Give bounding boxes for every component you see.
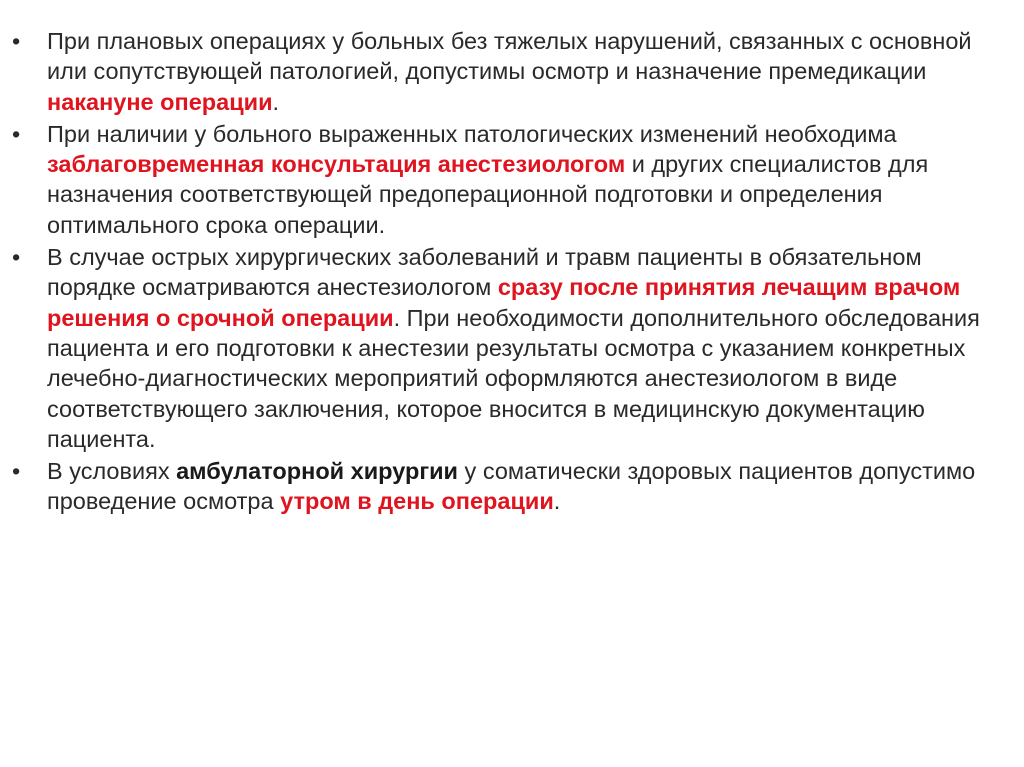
highlight-text: заблаговременная консультация анестезиологом xyxy=(47,151,626,178)
bullet-text-segment: В случае острых хирургических заболеваний и травм пациенты в обязательном порядке осматриваются анестезиологом xyxy=(47,244,922,301)
highlight-text: накануне операции xyxy=(47,88,273,115)
bullet-text-segment: При наличии у больного выраженных патологических изменений необходима xyxy=(47,120,897,147)
bullet-text-segment: у соматически здоровых пациентов допустимо проведение осмотра xyxy=(47,458,976,515)
bullet-text-segment: . xyxy=(272,88,280,115)
bullet-text-segment: . При необходимости дополнительного обследования пациента и его подготовки к анестезии результаты осмотра с указанием конкретных лечебно-диагностических мероприятий оформляются анестезиологом в виде соответствующего заключения, которое вносится в медицинскую документацию пациента. xyxy=(47,304,980,452)
highlight-text: утром в день операции xyxy=(280,488,554,515)
bullet-item-acute-cases xyxy=(12,242,984,454)
bullet-item-ambulatory-surgery xyxy=(12,456,984,517)
bold-text: амбулаторной хирургии xyxy=(176,458,459,485)
highlight-text: сразу после принятия лечащим врачом решения о срочной операции xyxy=(47,274,961,331)
bullet-list xyxy=(12,26,984,517)
bullet-item-planned-operations xyxy=(12,26,984,117)
bullet-text-segment: При плановых операциях у больных без тяжелых нарушений, связанных с основной или сопутствующей патологией, допустимы осмотр и назначение премедикации xyxy=(47,28,972,85)
bullet-text-segment: и других специалистов для назначения соответствующей предоперационной подготовки и определения оптимального срока операции. xyxy=(47,151,929,238)
bullet-marker: • xyxy=(12,244,21,271)
bullet-marker: • xyxy=(12,120,21,147)
bullet-marker: • xyxy=(12,458,21,485)
bullet-text-segment: В условиях xyxy=(47,458,177,485)
bullet-item-pathological-changes xyxy=(12,119,984,240)
bullet-marker: • xyxy=(12,28,21,54)
bullet-text-segment: . xyxy=(553,488,561,515)
